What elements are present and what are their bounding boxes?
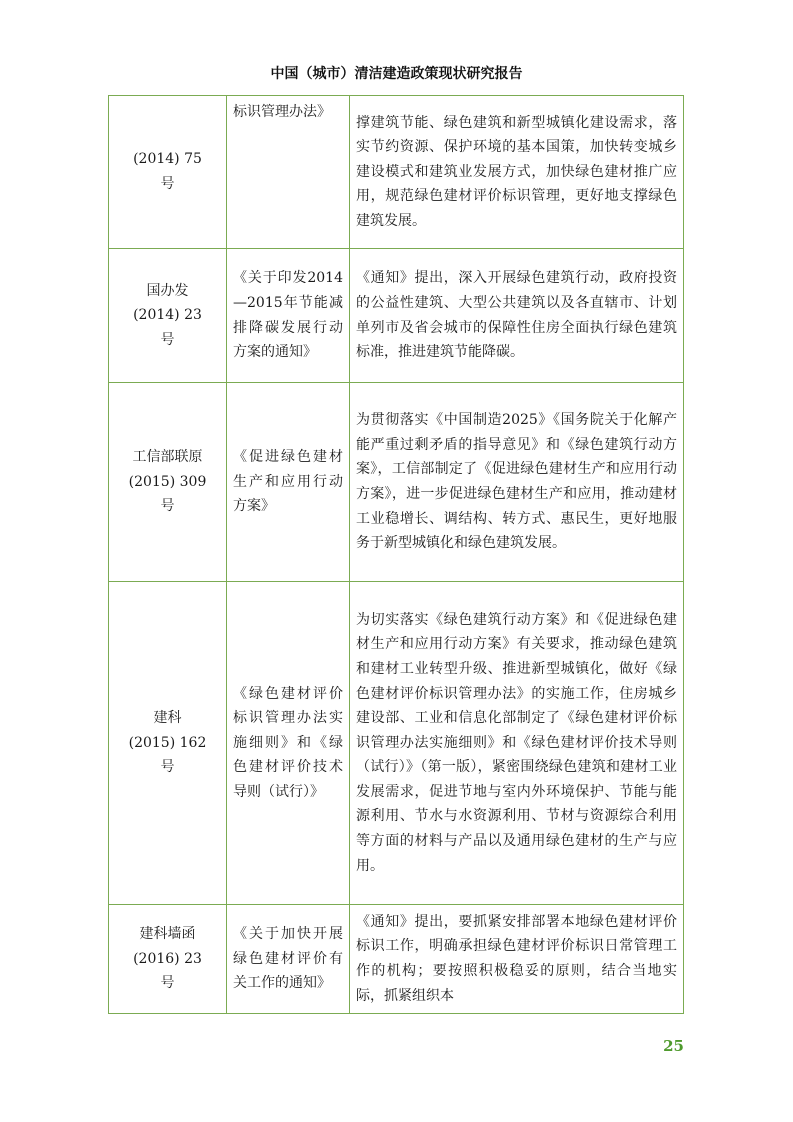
document-number-cell xyxy=(109,905,227,1014)
page-number: 25 xyxy=(663,1037,684,1055)
document-number: (2014) 75 号 xyxy=(133,151,202,192)
policy-content-cell xyxy=(350,582,684,905)
document-number-cell xyxy=(109,383,227,582)
table-row xyxy=(109,249,684,383)
policy-content-cell xyxy=(350,249,684,383)
policy-content: 为贯彻落实《中国制造2025》《国务院关于化解产能严重过剩矛盾的指导意见》和《绿色建筑行动方案》，工信部制定了《促进绿色建材生产和应用行动方案》，进一步促进绿色建材生产和应用，推动建材工业稳增长、调结构、转方式、惠民生，更好地服务于新型城镇化和绿色建筑发展。 xyxy=(356,412,677,552)
policy-name-cell xyxy=(227,905,350,1014)
policy-name: 《关于印发2014—2015年节能减排降碳发展行动方案的通知》 xyxy=(233,270,343,361)
table-row xyxy=(109,96,684,249)
policy-table xyxy=(108,95,684,1014)
policy-content-cell xyxy=(350,383,684,582)
policy-name: 《绿色建材评价标识管理办法实施细则》和《绿色建材评价技术导则（试行）》 xyxy=(233,685,343,800)
table-row xyxy=(109,905,684,1014)
policy-content: 《通知》提出，深入开展绿色建筑行动，政府投资的公益性建筑、大型公共建筑以及各直辖市、计划单列市及省会城市的保障性住房全面执行绿色建筑标准，推进建筑节能降碳。 xyxy=(356,270,677,361)
policy-name-cell xyxy=(227,383,350,582)
policy-content: 《通知》提出，要抓紧安排部署本地绿色建材评价标识工作，明确承担绿色建材评价标识日常管理工作的机构；要按照积极稳妥的原则，结合当地实际，抓紧组织本 xyxy=(356,913,677,1004)
policy-name-cell xyxy=(227,96,350,249)
table-row xyxy=(109,383,684,582)
document-number: 国办发 (2014) 23 号 xyxy=(133,282,202,348)
policy-content: 撑建筑节能、绿色建筑和新型城镇化建设需求，落实节约资源、保护环境的基本国策，加快转变城乡建设模式和建筑业发展方式，加快绿色建材推广应用，规范绿色建材评价标识管理，更好地支撑绿色建筑发展。 xyxy=(356,114,677,229)
table-row xyxy=(109,582,684,905)
policy-content-cell xyxy=(350,96,684,249)
document-number: 建科 (2015) 162 号 xyxy=(128,710,207,776)
policy-content: 为切实落实《绿色建筑行动方案》和《促进绿色建材生产和应用行动方案》有关要求，推动绿色建筑和建材工业转型升级、推进新型城镇化，做好《绿色建材评价标识管理办法》的实施工作，住房城乡建设部、工业和信息化部制定了《绿色建材评价标识管理办法实施细则》和《绿色建材评价技术导则（试行）》（第一版），紧密围绕绿色建筑和建材工业发展需求，促进节地与室内外环境保护、节能与能源利用、节水与水资源利用、节材与资源综合利用等方面的材料与产品以及通用绿色建材的生产与应用。 xyxy=(356,611,677,874)
document-number-cell xyxy=(109,96,227,249)
document-number-cell xyxy=(109,249,227,383)
policy-name: 《促进绿色建材生产和应用行动方案》 xyxy=(233,449,343,515)
policy-name: 《关于加快开展绿色建材评价有关工作的通知》 xyxy=(233,926,343,992)
policy-name-cell xyxy=(227,582,350,905)
policy-content-cell xyxy=(350,905,684,1014)
document-number: 工信部联原 (2015) 309 号 xyxy=(128,449,207,515)
policy-name: 标识管理办法》 xyxy=(233,104,331,120)
document-number-cell xyxy=(109,582,227,905)
page-header-title: 中国（城市）清洁建造政策现状研究报告 xyxy=(270,66,523,82)
policy-name-cell xyxy=(227,249,350,383)
document-number: 建科墙函 (2016) 23 号 xyxy=(133,926,202,992)
